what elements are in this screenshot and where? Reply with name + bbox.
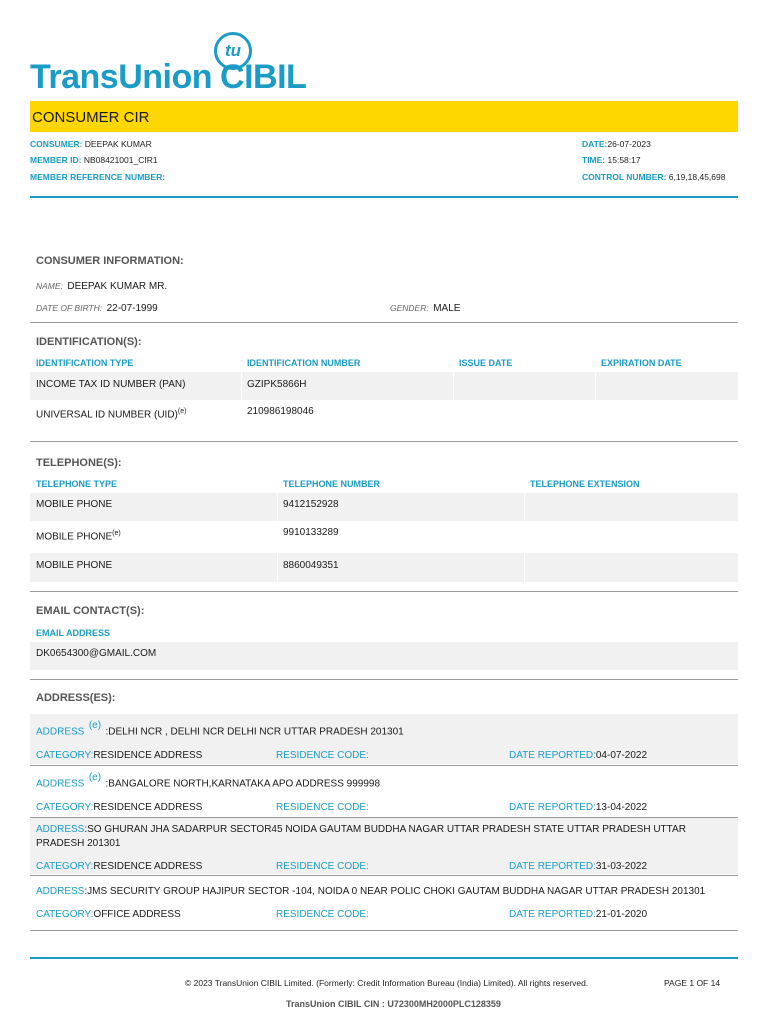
- address-category: CATEGORY:OFFICE ADDRESS: [36, 909, 181, 920]
- address-residence-code: RESIDENCE CODE:: [276, 861, 369, 872]
- address-category: CATEGORY:RESIDENCE ADDRESS: [36, 750, 203, 761]
- header-consumer: CONSUMER: DEEPAK KUMAR: [30, 139, 152, 149]
- telephones-title: TELEPHONE(S):: [36, 457, 122, 469]
- table-row: [30, 400, 738, 430]
- col-header-telephone-extension: TELEPHONE EXTENSION: [530, 479, 640, 489]
- report-banner: [30, 101, 738, 132]
- table-row: [30, 553, 738, 582]
- brand-product: CIBIL: [220, 58, 307, 96]
- identifications-title: IDENTIFICATION(S):: [36, 336, 142, 348]
- brand-name: TransUnion: [30, 58, 213, 96]
- id-number: GZIPK5866H: [247, 379, 307, 390]
- id-number: 210986198046: [247, 406, 314, 417]
- address-category: CATEGORY:RESIDENCE ADDRESS: [36, 861, 203, 872]
- brand-logo: [30, 58, 306, 97]
- emails-title: EMAIL CONTACT(S):: [36, 605, 145, 617]
- cell-separator: [524, 553, 525, 582]
- table-row: [30, 642, 738, 670]
- address-residence-code: RESIDENCE CODE:: [276, 750, 369, 761]
- section-divider: [30, 930, 738, 931]
- list-item: [30, 818, 738, 874]
- cell-separator: [595, 372, 596, 400]
- report-title: CONSUMER CIR: [32, 109, 150, 126]
- footer-copyright: © 2023 TransUnion CIBIL Limited. (Formerly: Credit Information Bureau (India) Limited). All rights reserved.: [185, 978, 589, 988]
- address-line: ADDRESS:SO GHURAN JHA SADARPUR SECTOR45 NOIDA GAUTAM BUDDHA NAGAR UTTAR PRADESH STATE UTTAR PRADESH UTTAR PRADESH 201301: [36, 824, 686, 849]
- id-type: INCOME TAX ID NUMBER (PAN): [36, 379, 186, 390]
- telephone-type: MOBILE PHONE$^{(e)}$: [36, 530, 121, 543]
- col-header-email-address: EMAIL ADDRESS: [36, 628, 111, 638]
- consumer-dob: DATE OF BIRTH: 22-07-1999: [36, 303, 158, 314]
- telephone-type: MOBILE PHONE: [36, 560, 113, 571]
- table-row: [30, 493, 738, 521]
- section-divider: [30, 679, 738, 680]
- consumer-info-title: CONSUMER INFORMATION:: [36, 255, 184, 267]
- address-category: CATEGORY:RESIDENCE ADDRESS: [36, 802, 203, 813]
- col-header-id-number: IDENTIFICATION NUMBER: [247, 358, 361, 368]
- id-type: UNIVERSAL ID NUMBER (UID)$^{(e)}$: [36, 408, 187, 421]
- list-item: [30, 876, 738, 922]
- col-header-issue-date: ISSUE DATE: [459, 358, 513, 368]
- header-divider: [30, 196, 738, 198]
- section-divider: [30, 591, 738, 592]
- col-header-telephone-number: TELEPHONE NUMBER: [283, 479, 381, 489]
- cell-separator: [453, 372, 454, 400]
- consumer-gender: GENDER: MALE: [390, 303, 461, 314]
- footer-divider: [30, 957, 738, 959]
- telephone-number: 9910133289: [283, 527, 339, 538]
- addresses-title: ADDRESS(ES):: [36, 692, 116, 704]
- address-line: ADDRESS $^{(e)}$ :BANGALORE NORTH,KARNATAKA APO ADDRESS 999998: [36, 772, 381, 790]
- address-line: ADDRESS $^{(e)}$ :DELHI NCR , DELHI NCR DELHI NCR UTTAR PRADESH 201301: [36, 720, 404, 738]
- cell-separator: [241, 372, 242, 400]
- address-line: ADDRESS:JMS SECURITY GROUP HAJIPUR SECTOR -104, NOIDA 0 NEAR POLIC CHOKI GAUTAM BUDDHA NAGAR UTTAR PRADESH 201301: [36, 886, 706, 897]
- address-date-reported: DATE REPORTED:21-01-2020: [509, 909, 648, 920]
- list-item: [30, 766, 738, 816]
- table-row: [30, 372, 738, 400]
- cell-separator: [277, 553, 278, 582]
- email-address: DK0654300@GMAIL.COM: [36, 648, 157, 659]
- col-header-expiration-date: EXPIRATION DATE: [601, 358, 682, 368]
- header-time: TIME: 15:58:17: [582, 155, 641, 165]
- telephone-type: MOBILE PHONE: [36, 499, 113, 510]
- header-member-ref: MEMBER REFERENCE NUMBER:: [30, 172, 166, 182]
- telephone-number: 8860049351: [283, 560, 339, 571]
- col-header-telephone-type: TELEPHONE TYPE: [36, 479, 118, 489]
- footer-cin: TransUnion CIBIL CIN : U72300MH2000PLC128359: [286, 999, 501, 1009]
- header-control-number: CONTROL NUMBER: 6,19,18,45,698: [582, 172, 726, 182]
- section-divider: [30, 322, 738, 323]
- address-residence-code: RESIDENCE CODE:: [276, 909, 369, 920]
- address-residence-code: RESIDENCE CODE:: [276, 802, 369, 813]
- address-date-reported: DATE REPORTED:13-04-2022: [509, 802, 648, 813]
- footer-page-number: PAGE 1 OF 14: [664, 978, 721, 988]
- cell-separator: [277, 493, 278, 521]
- list-item: [30, 714, 738, 764]
- header-date: DATE:26-07-2023: [582, 139, 651, 149]
- address-date-reported: DATE REPORTED:31-03-2022: [509, 861, 648, 872]
- col-header-id-type: IDENTIFICATION TYPE: [36, 358, 134, 368]
- address-date-reported: DATE REPORTED:04-07-2022: [509, 750, 648, 761]
- cell-separator: [524, 493, 525, 521]
- section-divider: [30, 441, 738, 442]
- telephone-number: 9412152928: [283, 499, 339, 510]
- header-member-id: MEMBER ID: NB08421001_CIR1: [30, 155, 158, 165]
- table-row: [30, 521, 738, 553]
- consumer-name: NAME: DEEPAK KUMAR MR.: [36, 281, 168, 292]
- tu-logo-mark: tu: [214, 32, 252, 70]
